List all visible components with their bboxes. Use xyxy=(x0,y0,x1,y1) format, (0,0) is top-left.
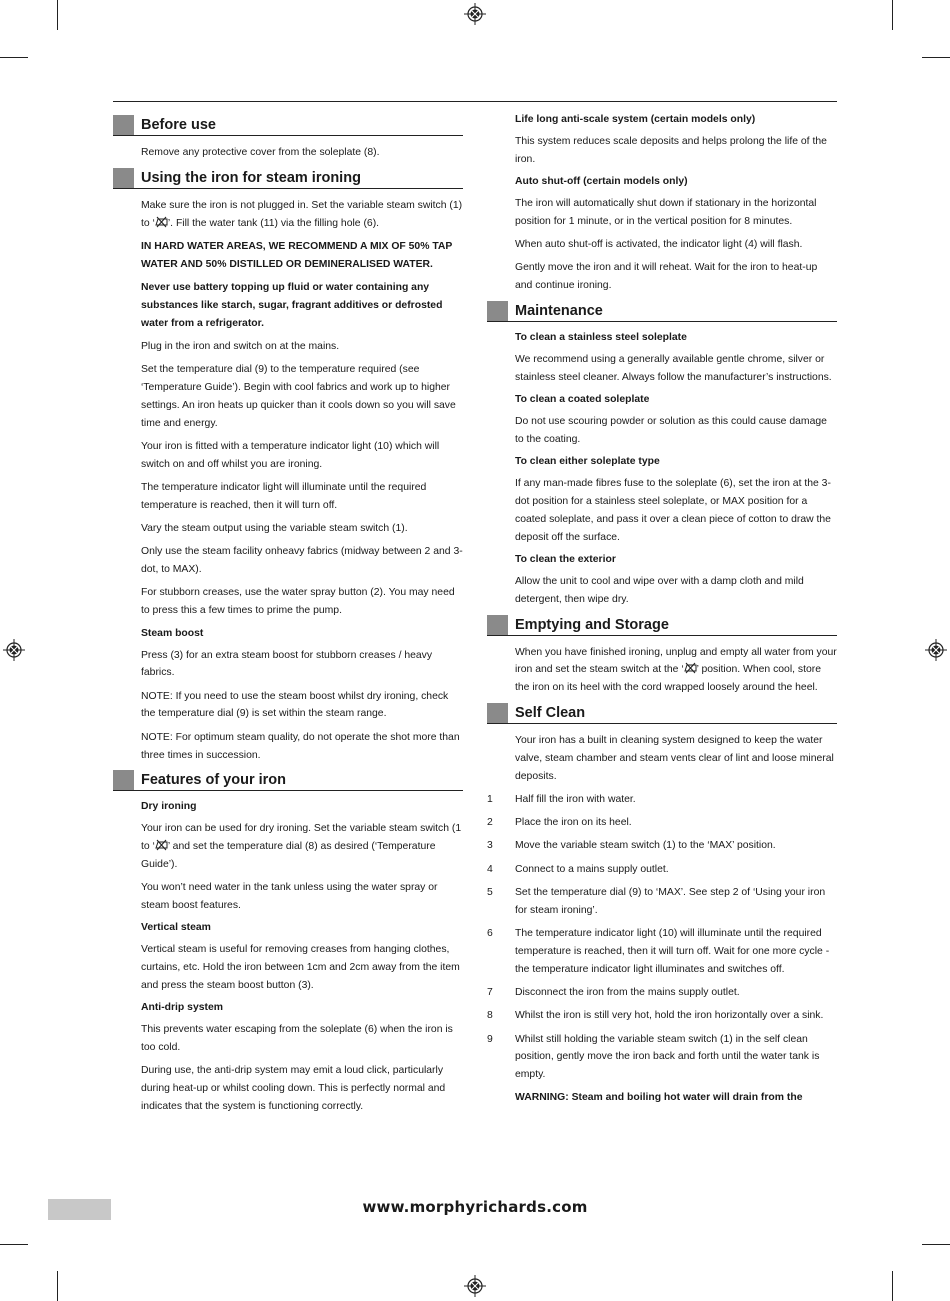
list-item xyxy=(487,884,837,920)
paragraph: This system reduces scale deposits and helps prolong the life of the iron. xyxy=(515,136,827,165)
registration-mark-icon xyxy=(464,1275,486,1297)
crop-mark xyxy=(922,1244,950,1245)
paragraph: Allow the unit to cool and wipe over with a damp cloth and mild detergent, then wipe dry. xyxy=(515,575,804,605)
sub-heading: Vertical steam xyxy=(141,922,211,934)
step-text: Whilst the iron is still very hot, hold the iron horizontally over a sink. xyxy=(515,1010,824,1022)
sub-heading: To clean the exterior xyxy=(515,553,616,565)
paragraph: Only use the steam facility onheavy fabrics (midway between 2 and 3-dot, to MAX). xyxy=(141,546,463,576)
section xyxy=(487,301,837,608)
sub-heading: Dry ironing xyxy=(141,801,197,813)
paragraph: When you have finished ironing, unplug and empty all water from your iron and set the steam switch at the ‘ ’ position. When cool, store the iron on its heel with the cord wrapped loosely around the heel. xyxy=(515,646,837,694)
list-item xyxy=(487,861,837,879)
crop-mark xyxy=(57,1271,58,1301)
section-body xyxy=(515,644,837,697)
section-header xyxy=(113,770,463,791)
step-text: The temperature indicator light (10) will illuminate until the required temperature is reached, then it will turn off. Wait for one more cycle - the temperature indicator light illuminates and switches off. xyxy=(515,928,830,975)
section-marker xyxy=(487,615,508,635)
footer-url: www.morphyrichards.com xyxy=(362,1198,588,1216)
list-item xyxy=(487,1031,837,1084)
crop-mark xyxy=(892,0,893,30)
step-number: 1 xyxy=(487,793,493,805)
section-body xyxy=(141,799,463,1115)
paragraph: Vary the steam output using the variable steam switch (1). xyxy=(141,523,408,535)
list-item xyxy=(487,925,837,978)
step-number: 7 xyxy=(487,987,493,998)
paragraph: NOTE: If you need to use the steam boost whilst dry ironing, check the temperature dial (9) is set within the steam range. xyxy=(141,690,449,720)
paragraph: Your iron has a built in cleaning system designed to keep the water valve, steam chamber and steam vents clear of lint and loose mineral deposits. xyxy=(515,734,834,782)
section xyxy=(113,770,463,1115)
sub-heading: To clean a coated soleplate xyxy=(515,394,650,406)
paragraph: We recommend using a generally available gentle chrome, silver or stainless steel cleaner. Always follow the manufacturer’s instructions. xyxy=(515,354,832,383)
section-body xyxy=(515,112,837,295)
section-title: Before use xyxy=(141,117,216,133)
section-title: Emptying and Storage xyxy=(515,616,669,633)
step-number: 3 xyxy=(487,840,493,852)
section-marker xyxy=(113,770,134,790)
section-title: Maintenance xyxy=(515,303,603,320)
paragraph: Remove any protective cover from the soleplate (8). xyxy=(141,147,380,158)
step-text: Half fill the iron with water. xyxy=(515,793,636,805)
section-header xyxy=(113,168,463,189)
bold-paragraph: Never use battery topping up fluid or water containing any substances like starch, sugar, fragrant additives or defrosted water from a refrigerator. xyxy=(141,281,443,329)
registration-mark-icon xyxy=(925,639,947,661)
paragraph: The temperature indicator light will illuminate until the required temperature is reached, then it will turn off. xyxy=(141,481,427,511)
paragraph: Plug in the iron and switch on at the mains. xyxy=(141,340,340,352)
step-text: Connect to a mains supply outlet. xyxy=(515,863,669,875)
section-marker xyxy=(113,115,134,135)
section-title: Self Clean xyxy=(515,704,586,721)
section-body xyxy=(487,732,837,1107)
crop-mark xyxy=(57,0,58,30)
steam-off-icon xyxy=(684,662,697,674)
paragraph: Your iron can be used for dry ironing. Set the variable steam switch (1 to ‘ ’ and set the temperature dial (8) as desired (‘Temperature Guide’). xyxy=(141,823,462,870)
section-header xyxy=(487,703,837,724)
paragraph: You won’t need water in the tank unless using the water spray or steam boost features. xyxy=(141,882,438,911)
step-number: 2 xyxy=(487,817,493,829)
list-item xyxy=(487,814,837,832)
bold-paragraph: IN HARD WATER AREAS, WE RECOMMEND A MIX OF 50% TAP WATER AND 50% DISTILLED OR DEMINERALISED WATER. xyxy=(141,240,453,270)
crop-mark xyxy=(892,1271,893,1301)
section xyxy=(113,168,463,765)
section xyxy=(487,703,837,1107)
header-rule xyxy=(113,101,837,102)
step-number: 9 xyxy=(487,1033,493,1045)
left-column xyxy=(113,115,463,1121)
section-body xyxy=(141,144,463,162)
paragraph: Set the temperature dial (9) to the temperature required (see ‘Temperature Guide’). Begin with cool fabrics and work up to higher settings. An iron heats up quicker than it cools down so you will save time and energy. xyxy=(141,364,456,429)
section-body xyxy=(141,197,463,765)
list-item xyxy=(487,837,837,855)
list-item xyxy=(487,791,837,809)
paragraph: Press (3) for an extra steam boost for stubborn creases / heavy fabrics. xyxy=(141,649,433,679)
paragraph: This prevents water escaping from the soleplate (6) when the iron is too cold. xyxy=(141,1024,453,1053)
section-header xyxy=(487,615,837,636)
paragraph: Your iron is fitted with a temperature indicator light (10) which will switch on and off whilst you are ironing. xyxy=(141,440,440,470)
paragraph: Gently move the iron and it will reheat. Wait for the iron to heat-up and continue ironing. xyxy=(515,262,818,292)
sub-heading: To clean a stainless steel soleplate xyxy=(515,332,687,344)
step-number: 4 xyxy=(487,863,493,875)
step-number: 6 xyxy=(487,928,493,940)
registration-mark-icon xyxy=(3,639,25,661)
sub-heading: Auto shut-off (certain models only) xyxy=(515,176,688,188)
step-text: Move the variable steam switch (1) to the ‘MAX’ position. xyxy=(515,840,776,852)
paragraph: If any man-made fibres fuse to the soleplate (6), set the iron at the 3-dot position for a stainless steel soleplate, or MAX position for a coated soleplate, and pass it over a clean piece of cotton to draw the deposit off the surface. xyxy=(515,478,831,543)
paragraph: When auto shut-off is activated, the indicator light (4) will flash. xyxy=(515,239,803,251)
crop-mark xyxy=(0,1244,28,1245)
section xyxy=(113,115,463,162)
step-text: Whilst still holding the variable steam switch (1) in the self clean position, gently move the iron back and forth until the water tank is empty. xyxy=(515,1033,820,1081)
paragraph: NOTE: For optimum steam quality, do not operate the shot more than three times in succession. xyxy=(141,731,460,761)
paragraph: Vertical steam is useful for removing creases from hanging clothes, curtains, etc. Hold the iron between 1cm and 2cm away from the item and press the steam boost button (3). xyxy=(141,944,460,991)
list-item xyxy=(487,1007,837,1025)
step-text: Disconnect the iron from the mains supply outlet. xyxy=(515,987,740,998)
crop-mark xyxy=(0,57,28,58)
bold-paragraph: WARNING: Steam and boiling hot water will drain from the xyxy=(515,1092,803,1104)
step-text: Set the temperature dial (9) to ‘MAX’. See step 2 of ‘Using your iron for steam ironing’. xyxy=(515,887,826,916)
section xyxy=(487,615,837,697)
step-text: Place the iron on its heel. xyxy=(515,817,632,829)
section-title: Using the iron for steam ironing xyxy=(141,169,361,186)
right-column xyxy=(487,112,837,1113)
steam-off-icon xyxy=(155,216,168,228)
step-number: 5 xyxy=(487,887,493,899)
crop-mark xyxy=(922,57,950,58)
paragraph: For stubborn creases, use the water spray button (2). You may need to press this a few times to prime the pump. xyxy=(141,587,455,617)
registration-mark-icon xyxy=(464,3,486,25)
section-marker xyxy=(487,703,508,723)
section-header xyxy=(113,115,463,136)
section-marker xyxy=(113,168,134,188)
list-item xyxy=(487,984,837,1002)
paragraph: Do not use scouring powder or solution as this could cause damage to the coating. xyxy=(515,416,827,445)
paragraph: The iron will automatically shut down if stationary in the horizontal position for 1 minute, or in the vertical position for 8 minutes. xyxy=(515,198,817,227)
sub-heading: Anti-drip system xyxy=(141,1002,223,1014)
section-header xyxy=(487,301,837,322)
steam-off-icon xyxy=(155,839,168,851)
sub-heading: Steam boost xyxy=(141,627,204,639)
paragraph: Make sure the iron is not plugged in. Set the variable steam switch (1) to ‘ ’. Fill the water tank (11) via the filling hole (6). xyxy=(141,199,463,229)
sub-heading: To clean either soleplate type xyxy=(515,456,660,468)
paragraph: During use, the anti-drip system may emit a loud click, particularly during heat-up or whilst cooling down. This is perfectly normal and indicates that the system is functioning correctly. xyxy=(141,1065,446,1112)
section-body xyxy=(515,330,837,608)
section-marker xyxy=(487,301,508,321)
step-number: 8 xyxy=(487,1010,493,1022)
sub-heading: Life long anti-scale system (certain models only) xyxy=(515,114,756,125)
step-list xyxy=(487,791,837,1084)
section-title: Features of your iron xyxy=(141,772,287,789)
